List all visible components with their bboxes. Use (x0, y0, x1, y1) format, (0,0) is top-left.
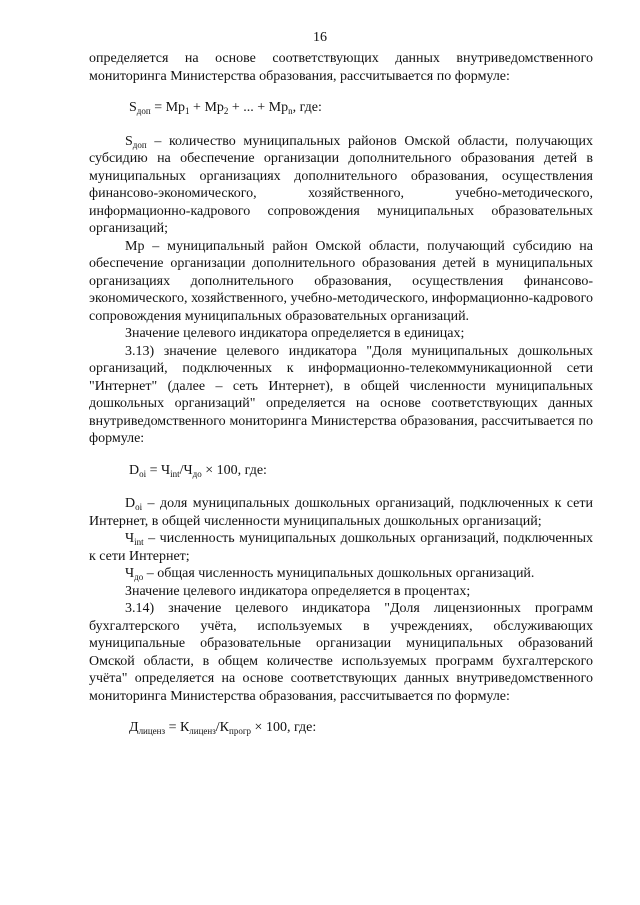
paragraph-3-13: 3.13) значение целевого индикатора "Доля муниципальных дошкольных организаций, подключенных к информационно-телекоммуникационной сети "Интернет" (далее – сеть Интернет), в общей численности муниципальных дошкольных организаций" определяется на основе соответствующих данных внутриведомственного мониторинга Министерства образования, рассчитывается по формуле: (89, 343, 593, 446)
paragraph-3-14: 3.14) значение целевого индикатора "Доля лицензионных программ бухгалтерского учёта, используемых в учреждениях, обслуживающих муниципальные образовательные организации муниципальных образований Омской области, в общем количестве используемых программ бухгалтерского учёта" определяется на основе соответствующих данных внутриведомственного мониторинга Министерства образования, рассчитывается по формуле: (89, 601, 593, 704)
definition-s-dop: $S_{доп}$ – количество муниципальных районов Омской области, получающих субсидию на обеспечение организации дополнительного образования детей в муниципальных организациях дополнительного образования, осуществления финансово-экономического, хозяйственного, учебно-методического, информационно-кадрового сопровождения муниципальных образовательных организаций; (89, 133, 593, 236)
document-body (89, 50, 593, 753)
formula-d-licenz: $Д_{лиценз} = К_{лиценз}/К_{прогр} \times 100$, где: (129, 720, 317, 736)
definition-ch-int: $Ч_{int}$ – численность муниципальных дошкольных организаций, подключенных к сети Интернет; (89, 531, 593, 564)
formula-d-oi: $D_{oi} = Ч_{int}/Ч_{до} \times 100$, где: (129, 462, 267, 479)
definition-d-oi: $D_{oi}$ – доля муниципальных дошкольных организаций, подключенных к сети Интернет, в общей численности муниципальных дошкольных организаций; (89, 496, 593, 529)
page-number: 16 (313, 30, 327, 45)
unit-note-units: Значение целевого индикатора определяется в единицах; (125, 326, 465, 341)
paragraph-intro: определяется на основе соответствующих данных внутриведомственного мониторинга Министерства образования, рассчитывается по формуле: (89, 51, 593, 84)
definition-mr: Мр – муниципальный район Омской области, получающий субсидию на обеспечение организации дополнительного образования детей в муниципальных организациях дополнительного образования, осуществления финансово-экономического, хозяйственного, учебно-методического, информационно-кадрового сопровождения муниципальных образовательных организаций. (89, 238, 593, 324)
definition-ch-do: $Ч_{до}$ – общая численность муниципальных дошкольных организаций. (125, 566, 535, 582)
unit-note-percent: Значение целевого индикатора определяется в процентах; (125, 583, 471, 599)
formula-s-dop: $S_{доп} = Мр_1 + Мр_2$ + ... + $Мр_n$, где: (129, 100, 322, 116)
